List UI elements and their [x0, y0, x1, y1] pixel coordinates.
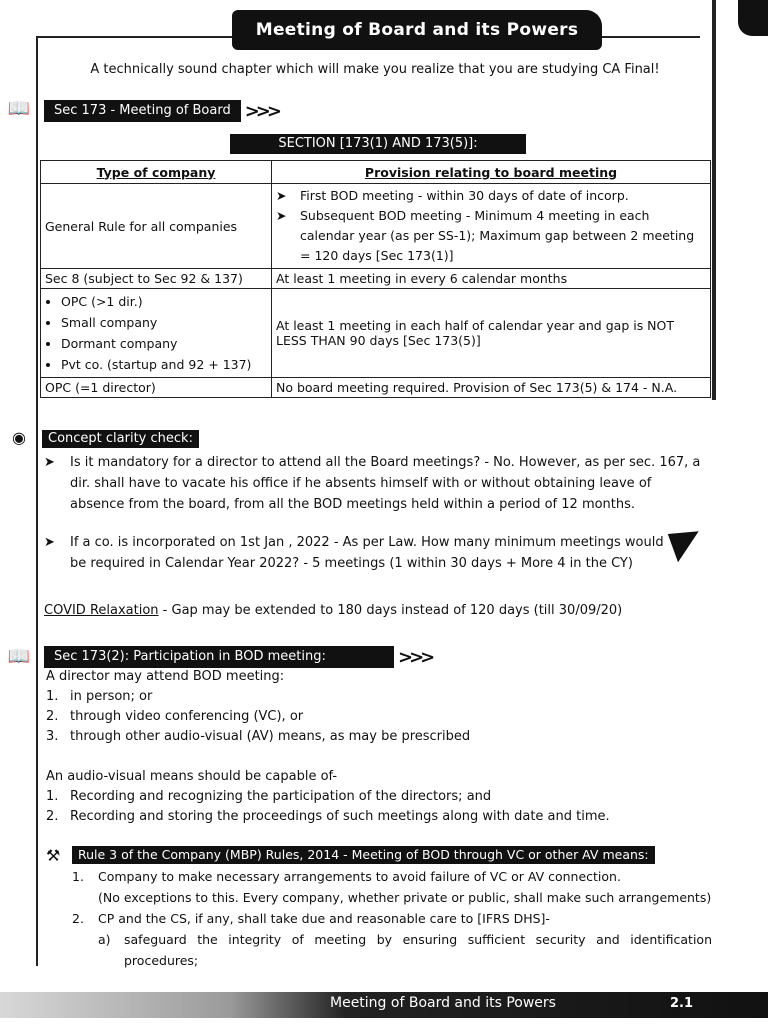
list-item: 1. in person; or: [46, 689, 153, 704]
table-cell-provision: [272, 184, 711, 269]
double-chevron-icon: >>>: [244, 100, 278, 122]
table-header-provision: Provision relating to board meeting: [272, 161, 711, 184]
list-item: 3. through other audio-visual (AV) means, as may be prescribed: [46, 729, 471, 744]
provision-point: ➤ First BOD meeting - within 30 days of date of incorp.: [276, 186, 706, 206]
table-cell-provision: At least 1 meeting in each half of calendar year and gap is NOT LESS THAN 90 days [Sec 173(5)]: [272, 289, 711, 378]
table-cell-type: OPC (=1 director): [41, 378, 272, 398]
board-meeting-table: [40, 160, 711, 398]
av-means-block: [46, 766, 706, 827]
concept-question-1: ➤ Is it mandatory for a director to attend all the Board meetings? - No. However, as per sec. 167, a dir. shall have to vacate his office if he absents himself with or without obtaining leave of absence from the board, from all the BOD meetings held within a period of 12 months.: [44, 452, 704, 515]
table-header-type: Type of company: [41, 161, 272, 184]
sec173-2-heading: [44, 646, 431, 668]
list-item: • OPC (>1 dir.): [61, 291, 267, 312]
book-icon: 📖: [7, 646, 31, 667]
list-item: 1. Recording and recognizing the participation of the directors; and: [46, 789, 492, 804]
table-cell-type: General Rule for all companies: [41, 184, 272, 269]
table-header-row: [41, 161, 711, 184]
rule3-item-2: 2. CP and the CS, if any, shall take due and reasonable care to [IFRS DHS]-: [72, 911, 550, 926]
footer-title: Meeting of Board and its Powers: [330, 995, 556, 1011]
arrow-bullet-icon: ➤: [44, 535, 55, 550]
list-item: • Small company: [61, 312, 267, 333]
concept-question-2: ➤ If a co. is incorporated on 1st Jan , 2022 - As per Law. How many minimum meetings would be required in Calendar Year 2022? - 5 meetings (1 within 30 days + More 4 in the CY): [44, 532, 664, 574]
table-cell-provision: No board meeting required. Provision of Sec 173(5) & 174 - N.A.: [272, 378, 711, 398]
brain-icon: ◉: [12, 428, 26, 447]
participation-list: [46, 687, 706, 747]
gavel-icon: ⚒: [46, 846, 61, 865]
pointer-arrow-icon: [668, 524, 706, 562]
rule3-item-2a: a) safeguard the integrity of meeting by ensuring sufficient security and identification procedures;: [98, 932, 712, 968]
company-type-list: [45, 291, 267, 375]
covid-label: COVID Relaxation: [44, 603, 159, 618]
list-item: 2. Recording and storing the proceedings of such meetings along with date and time.: [46, 809, 610, 824]
table-cell-provision: At least 1 meeting in every 6 calendar months: [272, 269, 711, 289]
page-frame-top: [36, 36, 241, 38]
rule3-item-1-note: (No exceptions to this. Every company, whether private or public, shall make such arrangements): [98, 890, 712, 905]
table-row: [41, 269, 711, 289]
av-list: [46, 787, 706, 827]
page-frame-right: [712, 0, 716, 400]
page-number: 2.1: [670, 996, 694, 1011]
table-cell-type: [41, 289, 272, 378]
concept-heading: Concept clarity check:: [42, 430, 199, 448]
list-item: • Pvt co. (startup and 92 + 137): [61, 354, 267, 375]
book-icon: 📖: [7, 98, 31, 119]
sec173-2-label: Sec 173(2): Participation in BOD meeting:: [44, 646, 394, 668]
rule3-heading: Rule 3 of the Company (MBP) Rules, 2014 - Meeting of BOD through VC or other AV means:: [72, 846, 655, 864]
section-bar: SECTION [173(1) AND 173(5)]:: [230, 134, 526, 154]
double-chevron-icon: >>>: [398, 646, 432, 668]
participation-block: [46, 666, 706, 747]
arrow-bullet-icon: ➤: [276, 208, 287, 223]
av-intro: An audio-visual means should be capable of-: [46, 769, 338, 784]
list-item: 2. through video conferencing (VC), or: [46, 709, 304, 724]
list-item: • Dormant company: [61, 333, 267, 354]
table-row: [41, 378, 711, 398]
sec173-heading: [44, 100, 278, 122]
rule3-block: [72, 866, 712, 971]
rule3-item-1: 1. Company to make necessary arrangements to avoid failure of VC or AV connection.: [72, 869, 621, 884]
corner-tab: [738, 0, 768, 36]
covid-relaxation: [44, 600, 704, 621]
arrow-bullet-icon: ➤: [44, 455, 55, 470]
sec173-label: Sec 173 - Meeting of Board: [44, 100, 241, 122]
page-frame-top-right: [600, 36, 700, 38]
chapter-title: Meeting of Board and its Powers: [232, 10, 602, 50]
participation-intro: A director may attend BOD meeting:: [46, 669, 285, 684]
arrow-bullet-icon: ➤: [276, 188, 287, 203]
chapter-tagline: A technically sound chapter which will make you realize that you are studying CA Final!: [90, 62, 660, 77]
table-row: [41, 184, 711, 269]
covid-text: - Gap may be extended to 180 days instead of 120 days (till 30/09/20): [158, 603, 623, 618]
table-row: [41, 289, 711, 378]
table-cell-type: Sec 8 (subject to Sec 92 & 137): [41, 269, 272, 289]
page-frame-left: [36, 36, 38, 966]
provision-point: ➤ Subsequent BOD meeting - Minimum 4 meeting in each calendar year (as per SS-1); Maximum gap between 2 meeting = 120 days [Sec 173(1)]: [276, 206, 706, 266]
